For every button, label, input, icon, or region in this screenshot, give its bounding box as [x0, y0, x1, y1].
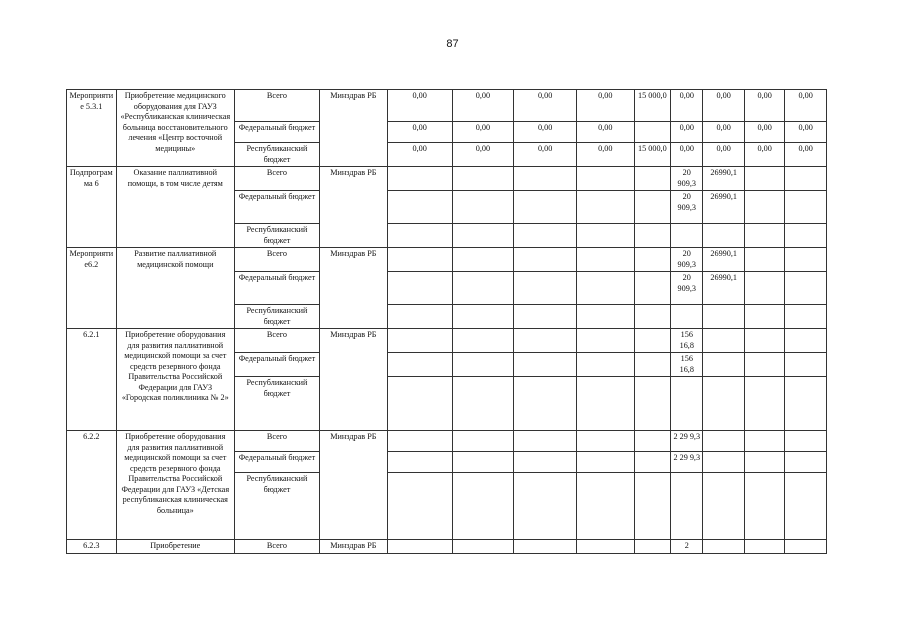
- value-cell: 15 000,0: [634, 143, 670, 167]
- source-cell: Всего: [234, 540, 319, 554]
- source-cell: Республиканский бюджет: [234, 143, 319, 167]
- title-cell: Оказание паллиативной помощи, в том числе детям: [116, 167, 234, 248]
- source-cell: Всего: [234, 431, 319, 452]
- value-cell: [744, 248, 784, 272]
- value-cell: 20 909,3: [671, 272, 703, 305]
- source-cell: Всего: [234, 248, 319, 272]
- value-cell: [514, 452, 577, 473]
- table-row: [67, 329, 827, 353]
- activity-cell: Мероприятие6.2: [67, 248, 117, 329]
- value-cell: [634, 167, 670, 191]
- executor-cell: Минздрав РБ: [319, 329, 387, 431]
- value-cell: [452, 452, 514, 473]
- title-cell: Приобретение оборудования для развития паллиативной медицинской помощи за счет средств резервного фонда Правительства Российской Федерации для ГАУЗ «Городская поликлиника № 2»: [116, 329, 234, 431]
- source-cell: Федеральный бюджет: [234, 272, 319, 305]
- value-cell: 0,00: [514, 122, 577, 143]
- value-cell: [785, 540, 827, 554]
- value-cell: [387, 473, 452, 540]
- source-cell: Федеральный бюджет: [234, 122, 319, 143]
- value-cell: [576, 329, 634, 353]
- value-cell: [514, 473, 577, 540]
- value-cell: [671, 224, 703, 248]
- table-row: [67, 248, 827, 272]
- value-cell: [634, 329, 670, 353]
- activity-cell: 6.2.1: [67, 329, 117, 431]
- value-cell: [671, 473, 703, 540]
- value-cell: [634, 305, 670, 329]
- value-cell: 0,00: [514, 90, 577, 122]
- value-cell: 0,00: [576, 143, 634, 167]
- value-cell: [785, 248, 827, 272]
- executor-cell: Минздрав РБ: [319, 167, 387, 248]
- value-cell: [744, 540, 784, 554]
- value-cell: [452, 191, 514, 224]
- activity-cell: 6.2.2: [67, 431, 117, 540]
- value-cell: [576, 272, 634, 305]
- value-cell: 20 909,3: [671, 191, 703, 224]
- value-cell: [452, 248, 514, 272]
- value-cell: [785, 272, 827, 305]
- value-cell: [744, 167, 784, 191]
- value-cell: [744, 377, 784, 431]
- value-cell: [671, 305, 703, 329]
- value-cell: [785, 377, 827, 431]
- value-cell: [576, 305, 634, 329]
- value-cell: [387, 353, 452, 377]
- activity-cell: 6.2.3: [67, 540, 117, 554]
- source-cell: Федеральный бюджет: [234, 191, 319, 224]
- value-cell: [785, 167, 827, 191]
- value-cell: [514, 167, 577, 191]
- value-cell: [785, 191, 827, 224]
- value-cell: [576, 540, 634, 554]
- value-cell: [576, 431, 634, 452]
- value-cell: [703, 224, 744, 248]
- value-cell: [634, 272, 670, 305]
- value-cell: [452, 305, 514, 329]
- value-cell: [634, 353, 670, 377]
- value-cell: [703, 540, 744, 554]
- source-cell: Всего: [234, 90, 319, 122]
- title-cell: Приобретение оборудования для развития паллиативной медицинской помощи за счет средств резервного фонда Правительства Российской Федерации для ГАУЗ «Детская республиканская клиническая больница»: [116, 431, 234, 540]
- source-cell: Республиканский бюджет: [234, 377, 319, 431]
- value-cell: 0,00: [387, 90, 452, 122]
- page-number: 87: [446, 38, 459, 50]
- source-cell: Республиканский бюджет: [234, 473, 319, 540]
- value-cell: [703, 305, 744, 329]
- value-cell: [576, 248, 634, 272]
- value-cell: [634, 377, 670, 431]
- value-cell: [576, 224, 634, 248]
- value-cell: 0,00: [671, 90, 703, 122]
- value-cell: 156 16,8: [671, 329, 703, 353]
- value-cell: [744, 329, 784, 353]
- value-cell: [703, 473, 744, 540]
- title-cell: Приобретение медицинского оборудования для ГАУЗ «Республиканская клиническая больница восстановительного лечения «Центр восточной медицины»: [116, 90, 234, 167]
- title-cell: Приобретение: [116, 540, 234, 554]
- value-cell: [387, 191, 452, 224]
- value-cell: [785, 431, 827, 452]
- value-cell: 20 909,3: [671, 248, 703, 272]
- value-cell: [387, 272, 452, 305]
- executor-cell: Минздрав РБ: [319, 248, 387, 329]
- value-cell: [452, 167, 514, 191]
- value-cell: [387, 540, 452, 554]
- value-cell: [514, 191, 577, 224]
- value-cell: 0,00: [785, 90, 827, 122]
- value-cell: 0,00: [671, 143, 703, 167]
- value-cell: 0,00: [387, 143, 452, 167]
- value-cell: [452, 329, 514, 353]
- value-cell: [514, 431, 577, 452]
- value-cell: 0,00: [744, 90, 784, 122]
- value-cell: [703, 452, 744, 473]
- value-cell: 0,00: [576, 90, 634, 122]
- value-cell: [744, 452, 784, 473]
- value-cell: [671, 377, 703, 431]
- value-cell: [703, 329, 744, 353]
- value-cell: 2 29 9,3: [671, 452, 703, 473]
- value-cell: [744, 353, 784, 377]
- value-cell: [452, 540, 514, 554]
- value-cell: 2: [671, 540, 703, 554]
- value-cell: 0,00: [703, 143, 744, 167]
- value-cell: [744, 272, 784, 305]
- value-cell: [514, 305, 577, 329]
- value-cell: [576, 452, 634, 473]
- value-cell: [744, 305, 784, 329]
- value-cell: [744, 431, 784, 452]
- value-cell: [514, 224, 577, 248]
- table-row: [67, 431, 827, 452]
- value-cell: [785, 224, 827, 248]
- activity-cell: Подпрограмма 6: [67, 167, 117, 248]
- value-cell: [744, 191, 784, 224]
- value-cell: [387, 305, 452, 329]
- value-cell: [744, 224, 784, 248]
- value-cell: 0,00: [744, 143, 784, 167]
- value-cell: [744, 473, 784, 540]
- value-cell: 15 000,0: [634, 90, 670, 122]
- source-cell: Республиканский бюджет: [234, 305, 319, 329]
- value-cell: 0,00: [514, 143, 577, 167]
- value-cell: [576, 167, 634, 191]
- value-cell: [634, 248, 670, 272]
- value-cell: [387, 452, 452, 473]
- source-cell: Федеральный бюджет: [234, 452, 319, 473]
- value-cell: [514, 377, 577, 431]
- value-cell: 0,00: [452, 143, 514, 167]
- value-cell: 0,00: [671, 122, 703, 143]
- value-cell: [785, 353, 827, 377]
- value-cell: [514, 272, 577, 305]
- value-cell: [452, 431, 514, 452]
- title-cell: Развитие паллиативной медицинской помощи: [116, 248, 234, 329]
- source-cell: Федеральный бюджет: [234, 353, 319, 377]
- value-cell: [452, 377, 514, 431]
- value-cell: [387, 431, 452, 452]
- source-cell: Всего: [234, 167, 319, 191]
- value-cell: [785, 305, 827, 329]
- source-cell: Республиканский бюджет: [234, 224, 319, 248]
- value-cell: [387, 329, 452, 353]
- value-cell: [785, 452, 827, 473]
- value-cell: [514, 540, 577, 554]
- value-cell: [703, 431, 744, 452]
- value-cell: [634, 224, 670, 248]
- value-cell: [634, 473, 670, 540]
- value-cell: 0,00: [387, 122, 452, 143]
- value-cell: [452, 272, 514, 305]
- value-cell: [387, 167, 452, 191]
- value-cell: 20 909,3: [671, 167, 703, 191]
- value-cell: [387, 248, 452, 272]
- value-cell: [785, 329, 827, 353]
- value-cell: [634, 452, 670, 473]
- value-cell: [576, 377, 634, 431]
- value-cell: [387, 377, 452, 431]
- value-cell: 0,00: [576, 122, 634, 143]
- value-cell: 0,00: [452, 90, 514, 122]
- value-cell: [452, 473, 514, 540]
- value-cell: [387, 224, 452, 248]
- executor-cell: Минздрав РБ: [319, 540, 387, 554]
- value-cell: 0,00: [703, 90, 744, 122]
- value-cell: 26990,1: [703, 191, 744, 224]
- value-cell: [576, 353, 634, 377]
- executor-cell: Минздрав РБ: [319, 90, 387, 167]
- value-cell: [634, 431, 670, 452]
- value-cell: [576, 191, 634, 224]
- value-cell: [514, 329, 577, 353]
- activity-cell: Мероприятие 5.3.1: [67, 90, 117, 167]
- value-cell: 0,00: [703, 122, 744, 143]
- value-cell: 26990,1: [703, 272, 744, 305]
- table-row: [67, 90, 827, 122]
- value-cell: [703, 353, 744, 377]
- value-cell: 156 16,8: [671, 353, 703, 377]
- value-cell: 26990,1: [703, 167, 744, 191]
- value-cell: [514, 353, 577, 377]
- value-cell: 0,00: [744, 122, 784, 143]
- budget-table: [66, 89, 827, 554]
- value-cell: 0,00: [785, 122, 827, 143]
- source-cell: Всего: [234, 329, 319, 353]
- executor-cell: Минздрав РБ: [319, 431, 387, 540]
- value-cell: [785, 473, 827, 540]
- value-cell: 2 29 9,3: [671, 431, 703, 452]
- value-cell: [634, 122, 670, 143]
- table-row: [67, 167, 827, 191]
- value-cell: [703, 377, 744, 431]
- value-cell: [514, 248, 577, 272]
- value-cell: 26990,1: [703, 248, 744, 272]
- value-cell: 0,00: [452, 122, 514, 143]
- value-cell: [576, 473, 634, 540]
- value-cell: 0,00: [785, 143, 827, 167]
- value-cell: [634, 540, 670, 554]
- table-row: [67, 540, 827, 554]
- value-cell: [452, 353, 514, 377]
- value-cell: [634, 191, 670, 224]
- value-cell: [452, 224, 514, 248]
